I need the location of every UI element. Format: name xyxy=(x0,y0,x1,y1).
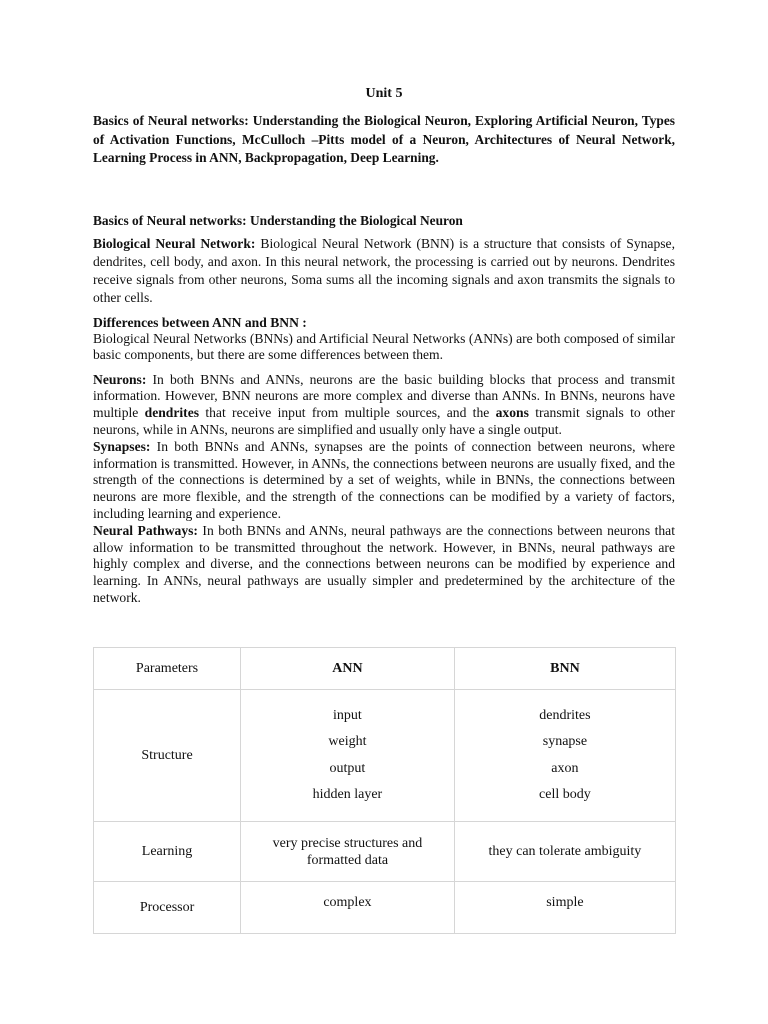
structure-bnn-item: cell body xyxy=(539,787,591,802)
neurons-text-2: that receive input from multiple sources, and the xyxy=(199,405,496,421)
pathways-text: In both BNNs and ANNs, neural pathways are the connections between neurons that allow information to be transmitted throughout the network. However, in BNNs, neural pathways are highly complex and diverse, and the connections between neurons can be modified by experience and learning. In ANNs, neural pathways are usually simpler and predetermined by the architecture of the network. xyxy=(93,522,675,606)
section-heading: Basics of Neural networks: Understanding the Biological Neuron xyxy=(93,212,463,228)
neurons-paragraph xyxy=(93,372,675,439)
neurons-bold-dendrites: dendrites xyxy=(144,405,200,421)
bnn-text: Biological Neural Network (BNN) is a structure that consists of Synapse, dendrites, cell body, and axon. In this neural network, the processing is carried out by neurons. Dendrites receive signals from other neurons, Soma sums all the incoming signals and axon transmits the signals to other cells. xyxy=(93,235,675,306)
header-bnn: BNN xyxy=(454,648,675,690)
document-page xyxy=(93,86,675,607)
structure-ann-item: input xyxy=(333,707,362,723)
structure-bnn-cell xyxy=(454,690,675,822)
synapses-paragraph xyxy=(93,439,675,523)
neurons-label: Neurons: xyxy=(93,371,147,387)
neurons-text-3: transmit signals to other neurons, while in ANNs, neurons are simplified and usually only have a single output. xyxy=(93,405,675,438)
structure-label: Structure xyxy=(94,690,241,822)
pathways-paragraph xyxy=(93,523,675,607)
unit-topics: Basics of Neural networks: Understanding the Biological Neuron, Exploring Artificial Neuron, Types of Activation Functions, McCulloch –Pitts model of a Neuron, Architectures of Neural Network, Learning Process in ANN, Backpropagation, Deep Learning. xyxy=(93,113,675,165)
table-row-processor xyxy=(94,882,676,934)
processor-label: Processor xyxy=(94,882,241,934)
learning-ann: very precise structures and formatted data xyxy=(241,822,455,882)
processor-bnn: simple xyxy=(454,882,675,934)
structure-bnn-item: dendrites xyxy=(539,707,591,723)
synapses-text: In both BNNs and ANNs, synapses are the points of connection between neurons, where information is transmitted. However, in ANNs, the connections between neurons are usually fixed, and the strength of the connections is determined by a set of weights, while in BNNs, the connections between neurons are more flexible, and the strength of the connections can be modified by a variety of factors, including learning and experience. xyxy=(93,438,675,522)
header-parameters: Parameters xyxy=(94,648,241,690)
header-ann: ANN xyxy=(241,648,455,690)
bnn-label: Biological Neural Network: xyxy=(93,235,256,251)
synapses-label: Synapses: xyxy=(93,438,151,454)
learning-bnn: they can tolerate ambiguity xyxy=(454,822,675,882)
neurons-bold-axons: axons xyxy=(495,405,529,421)
structure-bnn-item: synapse xyxy=(542,734,588,749)
structure-ann-cell xyxy=(241,690,455,822)
bnn-paragraph xyxy=(93,235,675,308)
comparison-table xyxy=(93,647,676,934)
pathways-label: Neural Pathways: xyxy=(93,522,198,538)
structure-ann-item: hidden layer xyxy=(312,787,383,802)
table-header-row xyxy=(94,648,676,690)
structure-ann-item: output xyxy=(329,760,366,776)
processor-ann: complex xyxy=(241,882,455,934)
structure-bnn-item: axon xyxy=(551,760,579,776)
table-row-learning xyxy=(94,822,676,882)
differences-heading: Differences between ANN and BNN : xyxy=(93,314,307,330)
neurons-text-1: In both BNNs and ANNs, neurons are the basic building blocks that process and transmit information. However, BNN neurons are more complex and diverse than ANNs. In BNNs, neurons have multiple xyxy=(93,371,675,421)
table-row-structure xyxy=(94,690,676,822)
structure-ann-item: weight xyxy=(328,734,367,749)
learning-label: Learning xyxy=(94,822,241,882)
differences-intro: Biological Neural Networks (BNNs) and Artificial Neural Networks (ANNs) are both composed of similar basic components, but there are some differences between them. xyxy=(93,330,675,363)
unit-title: Unit 5 xyxy=(365,86,403,101)
